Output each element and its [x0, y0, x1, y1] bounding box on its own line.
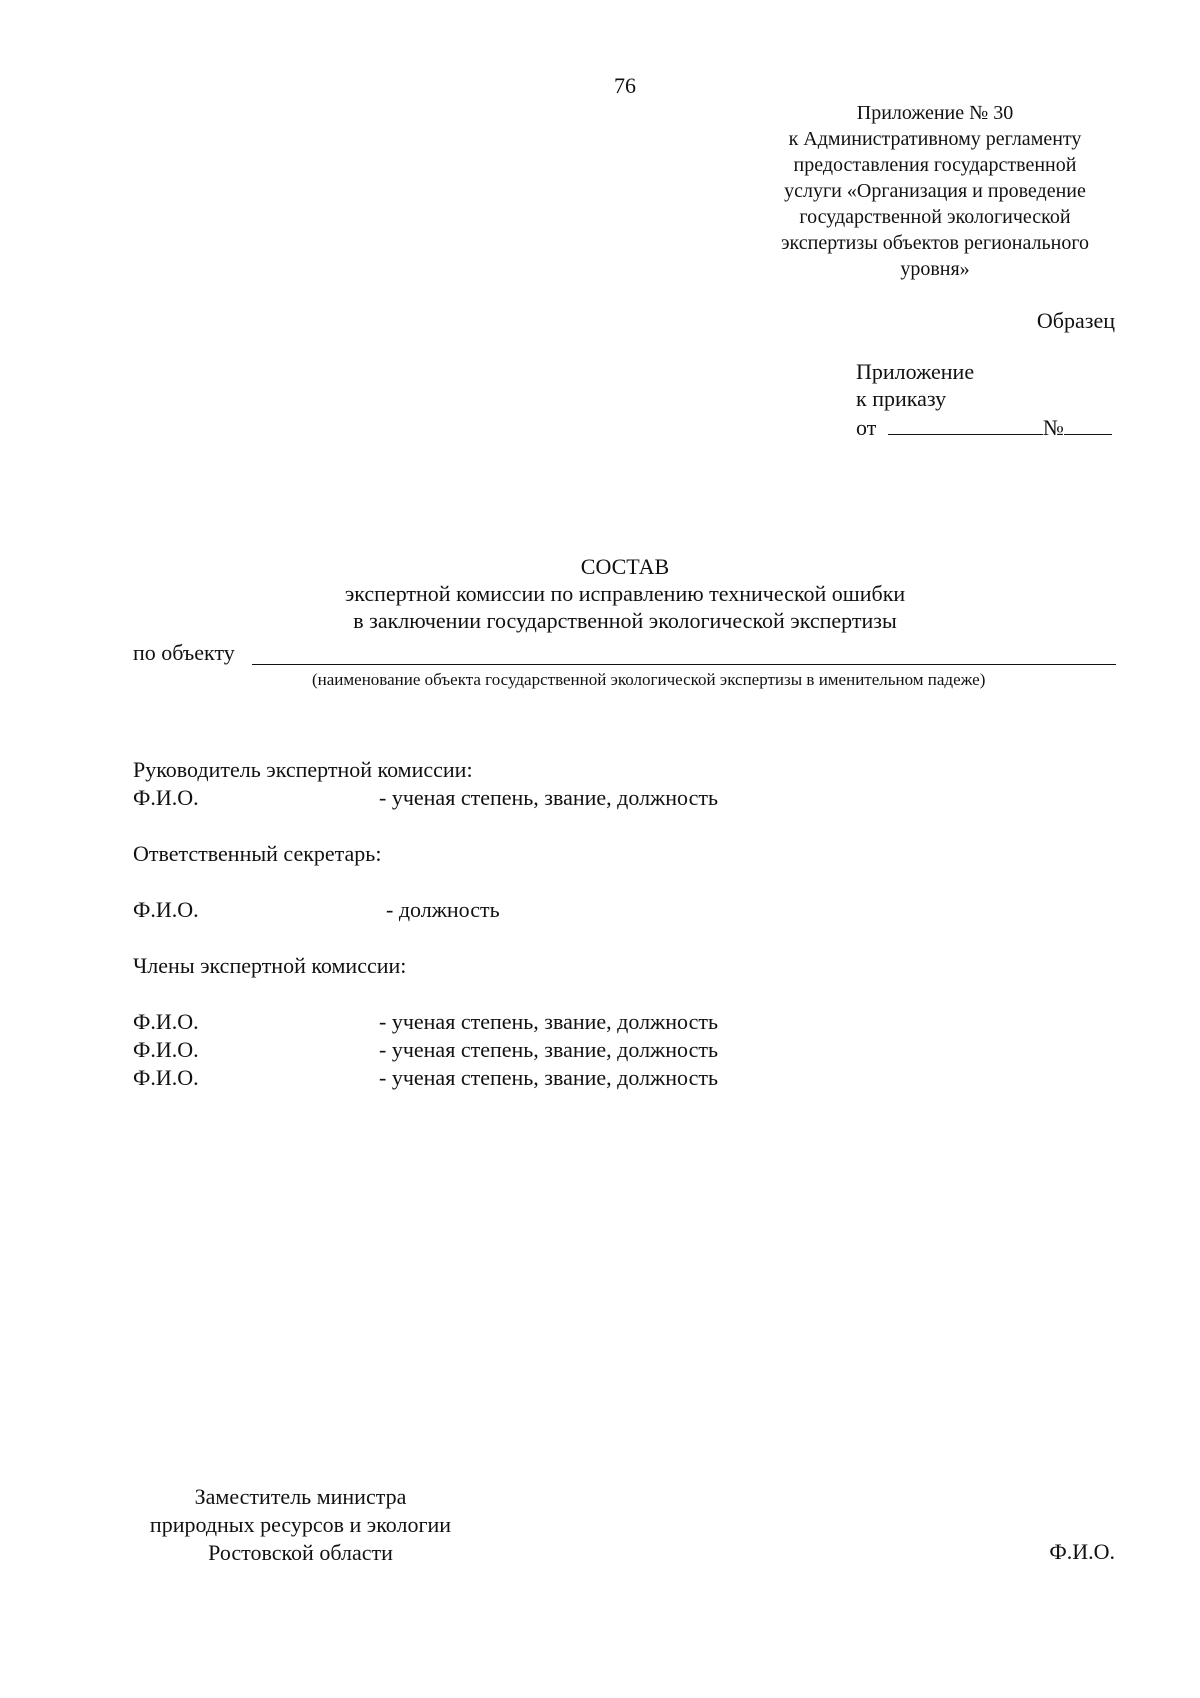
- title-heading: СОСТАВ: [580, 554, 670, 579]
- title-line: экспертной комиссии по исправлению технической ошибки: [344, 581, 906, 606]
- signatory-line: природных ресурсов и экологии: [149, 1512, 452, 1537]
- sample-label: Образец: [1036, 308, 1115, 333]
- order-line-1: Приложение: [856, 359, 975, 384]
- object-label: по объекту: [133, 640, 235, 665]
- order-number-label: №: [1042, 415, 1064, 440]
- member-desc: - ученая степень, звание, должность: [379, 1009, 718, 1034]
- head-section-label: Руководитель экспертной комиссии:: [133, 757, 473, 782]
- signatory-position: [133, 1483, 468, 1567]
- appendix-line: Приложение № 30: [856, 102, 1014, 124]
- order-line-2: к приказу: [856, 386, 947, 411]
- appendix-line: уровня»: [900, 258, 970, 280]
- appendix-line: к Административному регламенту: [788, 128, 1082, 150]
- member-desc: - ученая степень, звание, должность: [379, 1065, 718, 1090]
- appendix-line: государственной экологической: [799, 206, 1071, 228]
- members-section-label: Члены экспертной комиссии:: [133, 953, 407, 978]
- signatory-line: Ростовской области: [208, 1540, 393, 1565]
- signatory-line: Заместитель министра: [194, 1484, 407, 1509]
- order-reference: [856, 358, 1112, 441]
- page-number: 76: [614, 73, 636, 98]
- order-date-blank: [888, 412, 1043, 435]
- member-fio: Ф.И.О.: [133, 1065, 199, 1090]
- secretary-section-label: Ответственный секретарь:: [133, 841, 382, 866]
- appendix-line: предоставления государственной: [793, 154, 1077, 176]
- head-desc: - ученая степень, звание, должность: [379, 785, 718, 810]
- signatory-fio: Ф.И.О.: [1049, 1539, 1115, 1564]
- secretary-fio: Ф.И.О.: [133, 897, 199, 922]
- object-hint: (наименование объекта государственной экологической экспертизы в именительном падеже): [312, 670, 986, 689]
- member-fio: Ф.И.О.: [133, 1009, 199, 1034]
- member-desc: - ученая степень, звание, должность: [379, 1037, 718, 1062]
- document-title: [0, 553, 1200, 634]
- appendix-line: экспертизы объектов регионального: [780, 232, 1090, 254]
- secretary-desc: - должность: [386, 897, 500, 922]
- title-line: в заключении государственной экологической экспертизы: [353, 608, 897, 633]
- object-name-blank: [252, 664, 1116, 665]
- head-fio: Ф.И.О.: [133, 785, 199, 810]
- order-from-label: от: [856, 415, 877, 440]
- member-fio: Ф.И.О.: [133, 1037, 199, 1062]
- appendix-header: [760, 100, 1110, 282]
- order-date-number-row: [856, 412, 1112, 441]
- order-number-blank: [1064, 412, 1112, 435]
- appendix-line: услуги «Организация и проведение: [784, 180, 1086, 202]
